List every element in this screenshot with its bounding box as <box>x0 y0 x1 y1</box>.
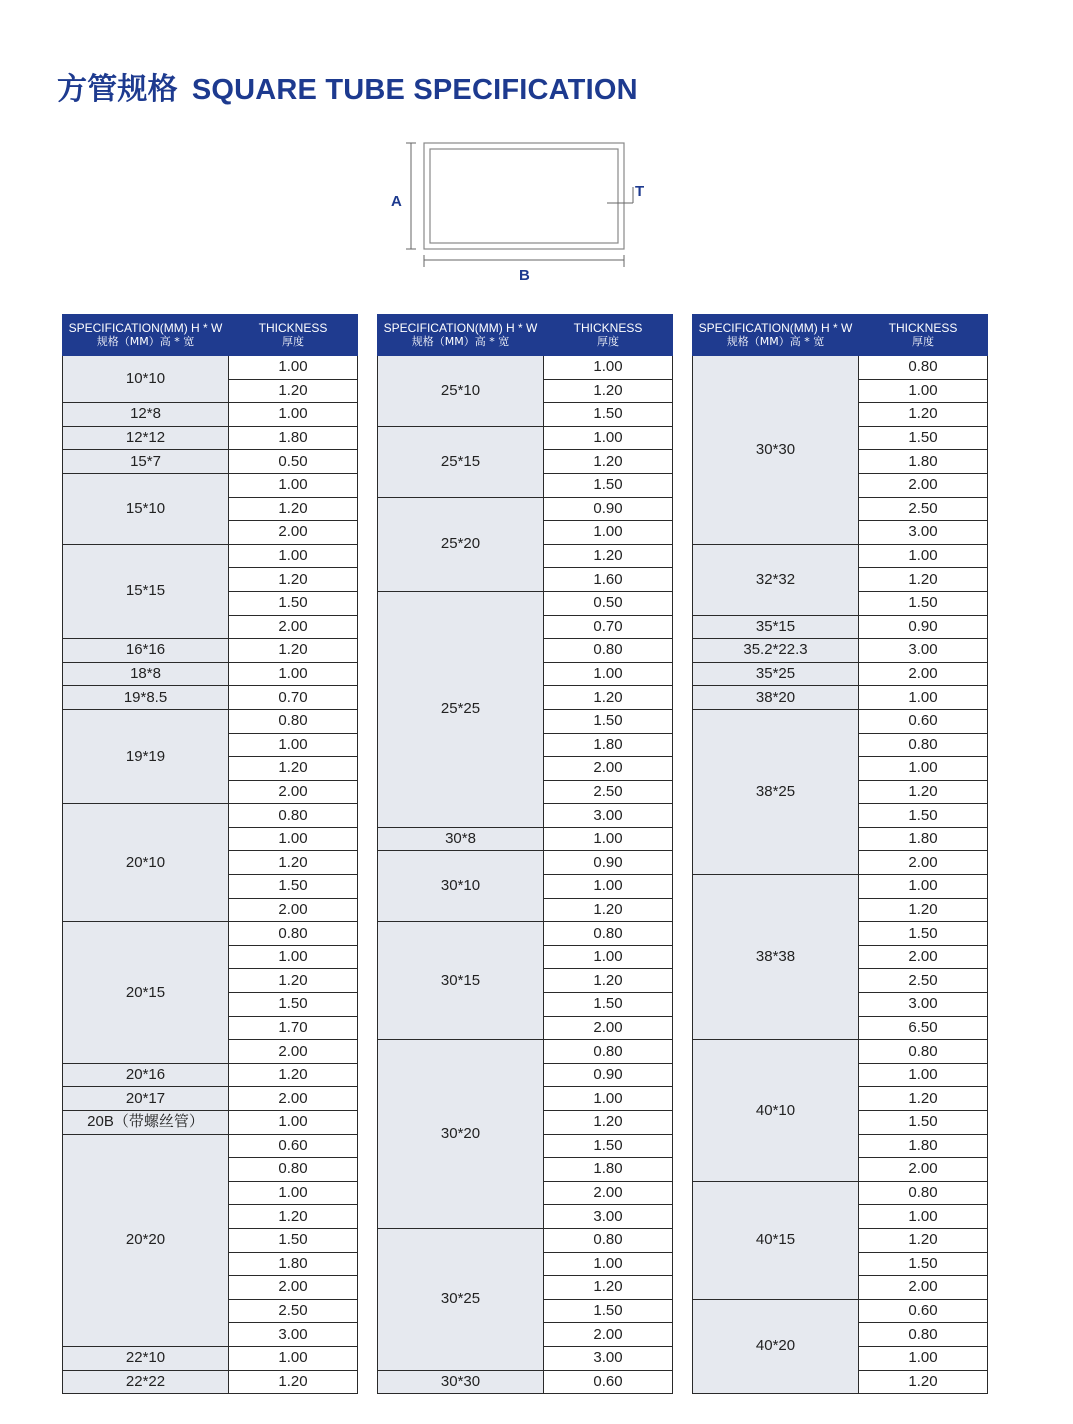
thickness-header <box>859 315 988 356</box>
spec-value: 25*10 <box>378 356 544 427</box>
thickness-value: 0.90 <box>544 497 673 521</box>
table-row <box>63 686 358 710</box>
thickness-value: 1.20 <box>544 686 673 710</box>
thickness-value: 1.20 <box>859 898 988 922</box>
table-row <box>63 426 358 450</box>
thickness-value: 1.00 <box>859 544 988 568</box>
thickness-value: 1.00 <box>544 662 673 686</box>
thickness-value: 0.80 <box>859 733 988 757</box>
thickness-value: 0.80 <box>229 709 358 733</box>
thickness-value: 3.00 <box>859 993 988 1017</box>
thickness-value: 1.00 <box>859 1063 988 1087</box>
table-row <box>693 1040 988 1064</box>
table-row <box>63 473 358 497</box>
thickness-value: 3.00 <box>229 1323 358 1347</box>
thickness-value: 1.60 <box>544 568 673 592</box>
thickness-value: 0.80 <box>229 804 358 828</box>
table-row <box>378 851 673 875</box>
thickness-value: 1.20 <box>544 1111 673 1135</box>
thickness-header <box>544 315 673 356</box>
thickness-header-cn: 厚度 <box>912 335 934 348</box>
spec-value: 30*30 <box>378 1370 544 1394</box>
thickness-value: 1.80 <box>859 827 988 851</box>
thickness-value: 0.80 <box>544 1228 673 1252</box>
spec-value: 20B（带螺丝管） <box>63 1111 229 1135</box>
thickness-value: 1.00 <box>229 1346 358 1370</box>
spec-value: 38*38 <box>693 875 859 1040</box>
thickness-value: 1.00 <box>859 379 988 403</box>
thickness-value: 1.00 <box>544 827 673 851</box>
thickness-value: 1.20 <box>544 379 673 403</box>
spec-header-cn: 规格（MM）高 * 宽 <box>96 335 195 348</box>
table-row <box>693 544 988 568</box>
thickness-value: 1.20 <box>544 1276 673 1300</box>
spec-value: 22*22 <box>63 1370 229 1394</box>
thickness-value: 1.20 <box>544 544 673 568</box>
thickness-value: 2.00 <box>229 1087 358 1111</box>
spec-value: 15*15 <box>63 544 229 638</box>
spec-header-en: SPECIFICATION(MM) H * W <box>698 321 853 335</box>
spec-header-en: SPECIFICATION(MM) H * W <box>383 321 538 335</box>
page-title <box>57 64 638 108</box>
thickness-value: 0.80 <box>859 356 988 380</box>
table-row <box>63 1370 358 1394</box>
thickness-value: 1.20 <box>544 969 673 993</box>
thickness-value: 2.00 <box>229 1276 358 1300</box>
spec-value: 20*20 <box>63 1134 229 1346</box>
thickness-header-cn: 厚度 <box>282 335 304 348</box>
thickness-value: 2.00 <box>859 851 988 875</box>
table-row <box>63 1134 358 1158</box>
thickness-value: 1.00 <box>229 827 358 851</box>
thickness-value: 1.00 <box>229 733 358 757</box>
table-row <box>693 875 988 899</box>
thickness-value: 1.00 <box>229 1181 358 1205</box>
thickness-value: 1.80 <box>544 1158 673 1182</box>
thickness-value: 1.00 <box>544 356 673 380</box>
thickness-value: 2.00 <box>544 1181 673 1205</box>
thickness-value: 6.50 <box>859 1016 988 1040</box>
table-row <box>63 1346 358 1370</box>
thickness-value: 0.60 <box>544 1370 673 1394</box>
spec-value: 19*19 <box>63 709 229 803</box>
spec-value: 32*32 <box>693 544 859 615</box>
table-row <box>63 1063 358 1087</box>
thickness-value: 1.20 <box>229 1063 358 1087</box>
spec-value: 35.2*22.3 <box>693 639 859 663</box>
table-row <box>378 591 673 615</box>
spec-value: 20*10 <box>63 804 229 922</box>
table-row <box>378 1370 673 1394</box>
thickness-value: 1.50 <box>544 993 673 1017</box>
thickness-value: 2.00 <box>229 780 358 804</box>
thickness-value: 2.00 <box>544 757 673 781</box>
thickness-value: 1.00 <box>229 662 358 686</box>
spec-value: 20*15 <box>63 922 229 1064</box>
thickness-value: 2.00 <box>859 1276 988 1300</box>
thickness-value: 2.00 <box>859 1158 988 1182</box>
table-row <box>693 639 988 663</box>
thickness-value: 1.50 <box>229 591 358 615</box>
table-row <box>63 804 358 828</box>
spec-value: 25*20 <box>378 497 544 591</box>
spec-value: 18*8 <box>63 662 229 686</box>
table-row <box>378 922 673 946</box>
thickness-value: 1.20 <box>229 568 358 592</box>
thickness-value: 1.00 <box>544 945 673 969</box>
thickness-value: 0.90 <box>544 1063 673 1087</box>
thickness-value: 1.80 <box>229 1252 358 1276</box>
spec-value: 40*10 <box>693 1040 859 1182</box>
thickness-value: 1.00 <box>544 875 673 899</box>
thickness-value: 0.70 <box>229 686 358 710</box>
table-row <box>63 1111 358 1135</box>
thickness-value: 1.20 <box>544 898 673 922</box>
thickness-header-en: THICKNESS <box>888 321 958 335</box>
label-a: A <box>391 193 402 210</box>
spec-header-en: SPECIFICATION(MM) H * W <box>68 321 223 335</box>
spec-value: 20*16 <box>63 1063 229 1087</box>
thickness-value: 0.80 <box>229 1158 358 1182</box>
thickness-value: 3.00 <box>859 521 988 545</box>
table-row <box>693 356 988 380</box>
thickness-value: 1.50 <box>859 922 988 946</box>
thickness-value: 1.20 <box>859 1087 988 1111</box>
spec-value: 25*25 <box>378 591 544 827</box>
thickness-value: 0.80 <box>229 922 358 946</box>
thickness-value: 2.00 <box>229 615 358 639</box>
thickness-value: 1.50 <box>859 1111 988 1135</box>
thickness-value: 2.00 <box>544 1016 673 1040</box>
table-header-row <box>693 315 988 356</box>
thickness-value: 1.20 <box>229 639 358 663</box>
thickness-header-en: THICKNESS <box>258 321 328 335</box>
table-row <box>378 1228 673 1252</box>
thickness-value: 1.20 <box>859 568 988 592</box>
table-row <box>378 827 673 851</box>
spec-value: 30*20 <box>378 1040 544 1229</box>
thickness-value: 2.50 <box>544 780 673 804</box>
spec-header-cn: 规格（MM）高 * 宽 <box>726 335 825 348</box>
thickness-value: 1.00 <box>859 686 988 710</box>
thickness-value: 1.20 <box>229 1205 358 1229</box>
thickness-value: 1.50 <box>859 426 988 450</box>
table-row <box>378 497 673 521</box>
label-b: B <box>519 267 530 284</box>
spec-header-cn: 规格（MM）高 * 宽 <box>411 335 510 348</box>
spec-value: 12*8 <box>63 403 229 427</box>
table-row <box>63 709 358 733</box>
table-row <box>63 922 358 946</box>
spec-header <box>378 315 544 356</box>
thickness-value: 0.80 <box>859 1040 988 1064</box>
thickness-value: 2.50 <box>229 1299 358 1323</box>
table-row <box>63 1087 358 1111</box>
thickness-value: 1.00 <box>229 403 358 427</box>
thickness-value: 2.00 <box>229 898 358 922</box>
table-row <box>693 686 988 710</box>
thickness-value: 1.70 <box>229 1016 358 1040</box>
table-row <box>63 639 358 663</box>
thickness-value: 3.00 <box>544 1205 673 1229</box>
thickness-value: 0.50 <box>229 450 358 474</box>
thickness-value: 2.50 <box>859 969 988 993</box>
thickness-value: 2.00 <box>229 1040 358 1064</box>
table-row <box>378 426 673 450</box>
spec-value: 25*15 <box>378 426 544 497</box>
thickness-value: 0.90 <box>544 851 673 875</box>
spec-value: 40*15 <box>693 1181 859 1299</box>
spec-value: 12*12 <box>63 426 229 450</box>
spec-value: 10*10 <box>63 356 229 403</box>
thickness-value: 1.00 <box>859 757 988 781</box>
thickness-value: 1.20 <box>859 403 988 427</box>
thickness-value: 1.50 <box>229 1228 358 1252</box>
spec-value: 40*20 <box>693 1299 859 1393</box>
spec-value: 30*30 <box>693 356 859 545</box>
thickness-value: 2.50 <box>859 497 988 521</box>
thickness-value: 1.80 <box>859 1134 988 1158</box>
table-row <box>63 403 358 427</box>
thickness-value: 1.00 <box>544 1087 673 1111</box>
thickness-value: 1.20 <box>229 851 358 875</box>
thickness-value: 1.00 <box>229 945 358 969</box>
thickness-value: 1.80 <box>544 733 673 757</box>
thickness-value: 1.50 <box>859 1252 988 1276</box>
thickness-value: 1.00 <box>859 1346 988 1370</box>
thickness-value: 0.60 <box>229 1134 358 1158</box>
thickness-value: 1.50 <box>859 591 988 615</box>
title-en: SQUARE TUBE SPECIFICATION <box>191 74 638 106</box>
thickness-value: 1.00 <box>544 521 673 545</box>
title-cn: 方管规格 <box>57 72 178 107</box>
thickness-value: 0.90 <box>859 615 988 639</box>
thickness-value: 3.00 <box>544 804 673 828</box>
thickness-value: 0.60 <box>859 709 988 733</box>
label-t: T <box>635 183 645 200</box>
spec-value: 30*8 <box>378 827 544 851</box>
thickness-value: 1.50 <box>229 993 358 1017</box>
thickness-value: 0.60 <box>859 1299 988 1323</box>
thickness-value: 0.80 <box>859 1323 988 1347</box>
spec-value: 30*15 <box>378 922 544 1040</box>
table-row <box>63 544 358 568</box>
thickness-value: 3.00 <box>544 1346 673 1370</box>
spec-value: 19*8.5 <box>63 686 229 710</box>
thickness-value: 1.20 <box>229 1370 358 1394</box>
thickness-value: 1.20 <box>859 1228 988 1252</box>
table-row <box>63 356 358 380</box>
spec-value: 15*10 <box>63 473 229 544</box>
table-row <box>693 709 988 733</box>
table-header-row <box>378 315 673 356</box>
thickness-value: 0.80 <box>544 1040 673 1064</box>
spec-value: 35*15 <box>693 615 859 639</box>
spec-value: 20*17 <box>63 1087 229 1111</box>
thickness-value: 1.20 <box>229 497 358 521</box>
thickness-value: 1.00 <box>544 1252 673 1276</box>
thickness-value: 1.00 <box>544 426 673 450</box>
thickness-value: 0.50 <box>544 591 673 615</box>
tube-cross-section-diagram <box>385 135 665 285</box>
thickness-value: 1.20 <box>859 1370 988 1394</box>
table-row <box>378 356 673 380</box>
table-row <box>693 615 988 639</box>
spec-value: 22*10 <box>63 1346 229 1370</box>
spec-table-1 <box>62 314 358 1394</box>
thickness-value: 1.50 <box>544 473 673 497</box>
thickness-header-en: THICKNESS <box>573 321 643 335</box>
thickness-value: 2.00 <box>544 1323 673 1347</box>
thickness-value: 0.80 <box>544 639 673 663</box>
spec-value: 38*25 <box>693 709 859 874</box>
table-row <box>693 1181 988 1205</box>
spec-header <box>693 315 859 356</box>
spec-value: 30*25 <box>378 1228 544 1370</box>
table-row <box>693 1299 988 1323</box>
thickness-value: 1.50 <box>544 709 673 733</box>
thickness-value: 1.20 <box>859 780 988 804</box>
spec-value: 35*25 <box>693 662 859 686</box>
thickness-value: 1.20 <box>229 379 358 403</box>
thickness-value: 1.50 <box>859 804 988 828</box>
table-row <box>378 1040 673 1064</box>
thickness-value: 1.80 <box>229 426 358 450</box>
thickness-value: 1.20 <box>229 969 358 993</box>
spec-value: 38*20 <box>693 686 859 710</box>
spec-value: 15*7 <box>63 450 229 474</box>
spec-table-2 <box>377 314 673 1394</box>
thickness-value: 0.70 <box>544 615 673 639</box>
thickness-value: 2.00 <box>229 521 358 545</box>
thickness-header <box>229 315 358 356</box>
thickness-value: 1.00 <box>859 875 988 899</box>
thickness-value: 1.50 <box>544 1134 673 1158</box>
thickness-value: 3.00 <box>859 639 988 663</box>
spec-value: 30*10 <box>378 851 544 922</box>
thickness-value: 1.20 <box>229 757 358 781</box>
thickness-value: 0.80 <box>859 1181 988 1205</box>
thickness-value: 1.00 <box>229 473 358 497</box>
thickness-value: 1.80 <box>859 450 988 474</box>
thickness-value: 1.20 <box>544 450 673 474</box>
thickness-value: 1.50 <box>544 403 673 427</box>
thickness-value: 1.00 <box>229 544 358 568</box>
thickness-value: 1.00 <box>859 1205 988 1229</box>
table-row <box>693 662 988 686</box>
table-row <box>63 450 358 474</box>
thickness-value: 2.00 <box>859 945 988 969</box>
spec-header <box>63 315 229 356</box>
thickness-value: 2.00 <box>859 473 988 497</box>
thickness-value: 2.00 <box>859 662 988 686</box>
spec-table-3 <box>692 314 988 1394</box>
thickness-value: 1.50 <box>544 1299 673 1323</box>
thickness-header-cn: 厚度 <box>597 335 619 348</box>
thickness-value: 1.00 <box>229 356 358 380</box>
thickness-value: 1.00 <box>229 1111 358 1135</box>
thickness-value: 0.80 <box>544 922 673 946</box>
spec-value: 16*16 <box>63 639 229 663</box>
table-header-row <box>63 315 358 356</box>
table-row <box>63 662 358 686</box>
thickness-value: 1.50 <box>229 875 358 899</box>
